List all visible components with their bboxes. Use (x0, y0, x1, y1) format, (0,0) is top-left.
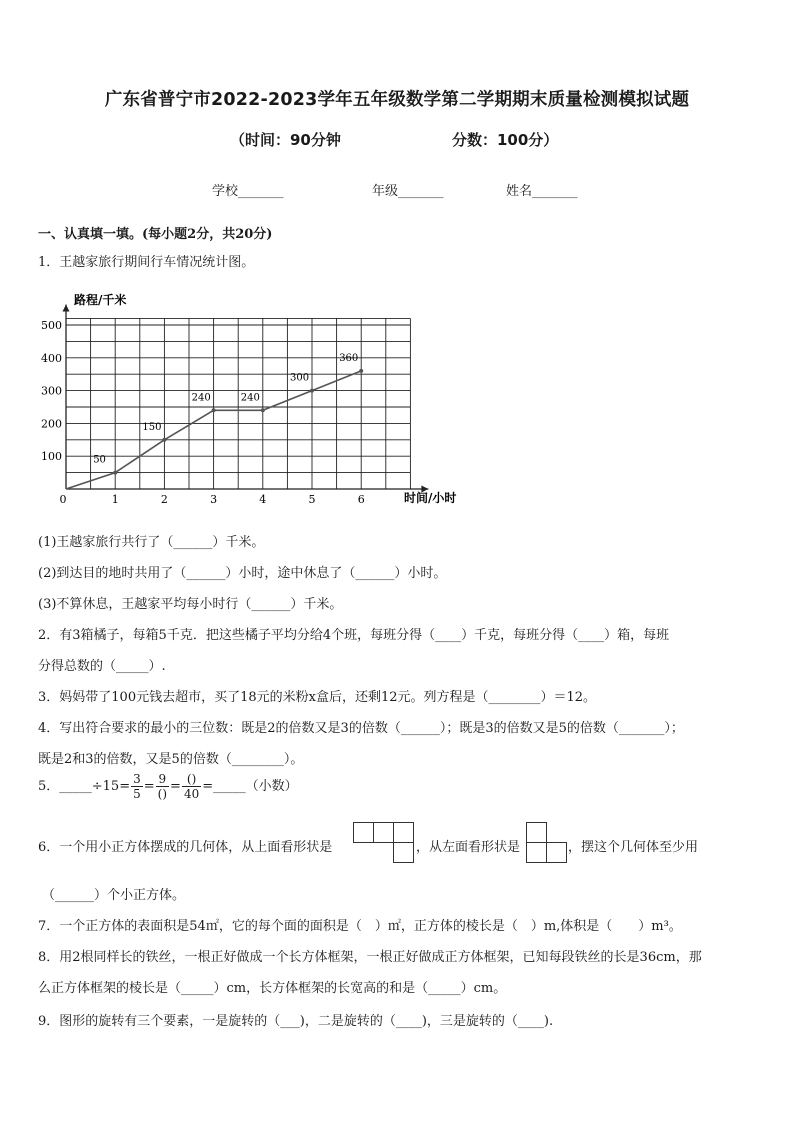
chart-grid (66, 318, 410, 489)
x-tick-label: 5 (308, 493, 316, 506)
question-1-part-1: (1)王越家旅行共行了（______）千米。 (38, 535, 265, 550)
question-4-line-2: 既是2和3的倍数，又是5的倍数（________）。 (38, 752, 304, 767)
exam-time: （时间：90分钟 (230, 131, 341, 149)
data-point (261, 408, 265, 412)
fraction-3: $\frac{()}{40}$ (183, 772, 200, 801)
fraction-2: $\frac{9}{()}$ (157, 772, 168, 801)
data-label: 300 (290, 372, 310, 384)
question-6-part-3: ，摆这个几何体至少用 (568, 840, 699, 855)
y-tick-label: 100 (41, 450, 62, 464)
question-6-line-2: （______）个小正方体。 (42, 888, 186, 903)
question-7: 7．一个正方体的表面积是54㎡，它的每个面的面积是（ ）㎡，正方体的棱长是（ ）m,体积是（ ）m³。 (38, 919, 682, 934)
x-tick-label: 6 (357, 493, 365, 506)
question-1-part-2: (2)到达目的地时共用了（______）小时，途中休息了（______）小时。 (38, 566, 447, 581)
y-tick-label: 500 (41, 319, 62, 332)
data-point (113, 471, 117, 475)
travel-line-chart (36, 288, 476, 512)
data-label: 50 (93, 454, 106, 466)
data-label: 360 (339, 352, 359, 364)
section-heading: 一、认真填一填。(每小题2分，共20分) (38, 227, 273, 242)
x-axis-label: 时间/小时 (404, 491, 457, 505)
y-tick-label: 300 (41, 384, 62, 398)
name-field: 姓名_______ (506, 184, 578, 199)
exam-title: 广东省普宁市2022-2023学年五年级数学第二学期期末质量检测模拟试题 (104, 90, 690, 110)
fraction-1: $\frac{3}{5}$ (133, 772, 141, 801)
data-label: 150 (142, 421, 162, 433)
y-axis-label: 路程/千米 (74, 293, 127, 307)
question-8-line-1: 8．用2根同样长的铁丝，一根正好做成一个长方体框架，一根正好做成正方体框架，已知每段铁丝的长是36cm，那 (38, 950, 702, 965)
question-5-prefix: 5．_____÷15= (38, 779, 131, 794)
question-5-suffix: =_____（小数） (202, 779, 298, 794)
exam-score: 分数：100分） (452, 131, 559, 149)
x-tick-label: 1 (111, 493, 119, 506)
question-9: 9．图形的旋转有三个要素，一是旋转的（___)，二是旋转的（____)，三是旋转的（____). (38, 1014, 554, 1029)
data-label: 240 (240, 392, 260, 404)
y-tick-label: 400 (41, 351, 62, 365)
data-point (359, 369, 363, 373)
x-tick-label: 4 (259, 493, 267, 506)
question-2-line-1: 2．有3箱橘子，每箱5千克．把这些橘子平均分给4个班，每班分得（____）千克，每班分得（____）箱，每班 (38, 628, 670, 643)
question-1: 1．王越家旅行期间行车情况统计图。 (38, 255, 255, 270)
data-point (162, 438, 166, 442)
x-tick-label: 2 (160, 493, 168, 506)
question-3: 3．妈妈带了100元钱去超市，买了18元的米粉x盒后，还剩12元。列方程是（________）＝12。 (38, 690, 597, 705)
question-1-part-3: (3)不算休息，王越家平均每小时行（______）千米。 (38, 597, 343, 612)
data-point (212, 408, 216, 412)
x-tick-label: 3 (210, 493, 218, 506)
question-8-line-2: 么正方体框架的棱长是（_____）cm，长方体框架的长宽高的和是（_____）cm。 (38, 981, 507, 996)
school-field: 学校_______ (212, 184, 284, 199)
y-tick-label: 200 (41, 417, 62, 431)
question-6-part-2: ，从左面看形状是 (416, 840, 521, 855)
question-2-line-2: 分得总数的（_____）. (38, 659, 166, 674)
question-5: 5．_____÷15= $\frac{3}{5}$ = $\frac{9}{()}$ = $\frac{()}{40}$ =_____（小数） (38, 772, 298, 801)
data-point (310, 389, 314, 393)
data-label: 240 (191, 392, 211, 404)
question-4-line-1: 4．写出符合要求的最小的三位数：既是2的倍数又是3的倍数（______）；既是3的倍数又是5的倍数（_______）； (38, 721, 684, 736)
grade-field: 年级_______ (372, 184, 444, 199)
y-axis-arrow (63, 304, 70, 311)
x-tick-label: 0 (59, 493, 67, 506)
question-6-part-1: 6．一个用小正方体摆成的几何体，从上面看形状是 (38, 840, 333, 855)
